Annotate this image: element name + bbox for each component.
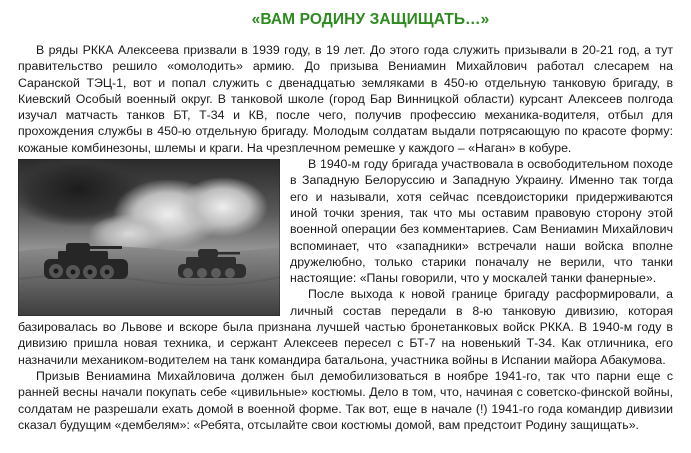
paragraph-1: В ряды РККА Алексеева призвали в 1939 году, в 19 лет. До этого года служить призывали в 20-21 год, а тут правительство решило «омолодить» армию. До призыва Вениамин Михайлович работал слесарем на Саранской ТЭЦ-1, вот и попал служить с двенадцатью земляками в 450-ю отдельную танковую бригаду, в Киевский Особый военный округ. В танковой школе (город Бар Винницкой области) курсант Алексеев полгода изучал матчасть танков БТ, Т-34 и КВ, после чего, получив профессию механика-водителя, отбыл для прохождения службы в 450-ю отдельную бригаду. Молодым солдатам выдали потрясающую по красоте форму: кожаные комбинезоны, шлемы и краги. На чрезплечном ремешке у каждого – «Наган» в кобуре.	[18, 43, 673, 155]
article	[18, 10, 673, 433]
article-title: «ВАМ РОДИНУ ЗАЩИЩАТЬ…»	[251, 11, 490, 28]
paragraph-4: Призыв Вениамина Михайловича должен был демобилизоваться в ноябре 1941-го, так что парни еще с ранней весны начали покупать себе «цивильные» костюмы. Дело в том, что, начиная с советско-финской войны, солдатам не разрешали ехать домой в военной форме. Так вот, еще в начале (!) 1941-го года командир дивизии сказал будущим «дембелям»: «Ребята, отсылайте свои костюмы домой, вам предстоит Родину защищать».	[18, 368, 673, 432]
article-body	[18, 42, 673, 433]
tanks-photo	[18, 159, 280, 316]
paragraph-2: В 1940-м году бригада участвовала в освободительном походе в Западную Белоруссию и Западную Украину. Именно так тогда его и называли, хотя сейчас псевдоисторики придерживаются иной точки зрения, так что мы оставим правовую сторону этой военной операции без комментариев. Сам Вениамин Михайлович вспоминает, что «западники» встречали наши войска вполне дружелюбно, только старики поначалу не верили, что танки настоящие: «Паны говорили, что у москалей танки фанерные».	[290, 157, 673, 286]
paragraph-3: После выхода к новой границе бригаду расформировали, а личный состав передали в 8-ю танковую дивизию, которая базировалась во Львове и вскоре была признана лучшей частью бронетанковых войск РККА. В 1940-м году в дивизию пришла новая техника, и сержант Алексеев пересел с БТ-7 на новенький Т-34. Как отличника, его назначили механиком-водителем на танк командира батальона, участника войны в Испании майора Абакумова.	[18, 287, 673, 367]
tanks-photo-image	[18, 159, 280, 316]
